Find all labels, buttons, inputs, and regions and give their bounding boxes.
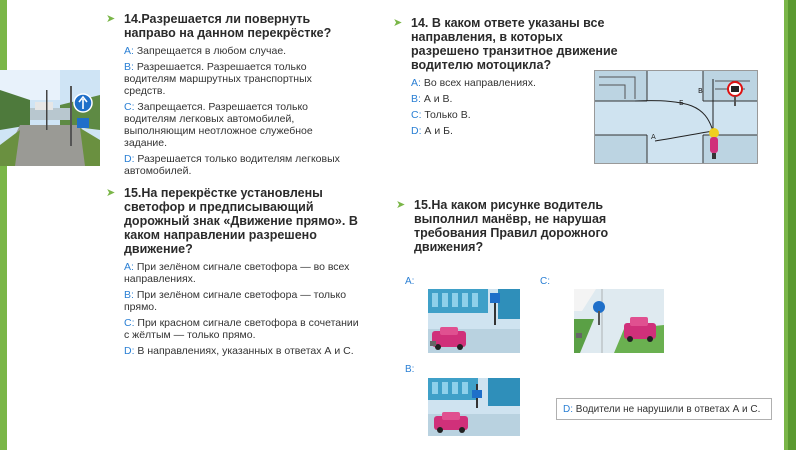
maneuver-image-b[interactable] bbox=[428, 378, 520, 436]
answer-option-a[interactable]: A: Во всех направлениях. bbox=[411, 77, 536, 89]
maneuver-image-c[interactable] bbox=[574, 289, 664, 353]
motorcycle-intersection-diagram bbox=[594, 70, 758, 164]
answer-option-c[interactable]: C: Только В. bbox=[411, 109, 471, 121]
answer-option-c[interactable]: C: При красном сигнале светофора в сочетании с жёлтым — только прямо. bbox=[124, 317, 359, 341]
answer-option-d[interactable]: D: Разрешается только водителям легковых автомобилей. bbox=[124, 153, 340, 177]
answer-options bbox=[124, 45, 356, 177]
answer-option-d[interactable]: D: В направлениях, указанных в ответах А и С. bbox=[124, 345, 354, 357]
bullet-arrow-icon: ➤ bbox=[106, 13, 116, 25]
direction-label-b: Б bbox=[679, 99, 684, 107]
question-15-maneuver bbox=[396, 198, 656, 254]
direction-label-v: В bbox=[698, 87, 703, 95]
right-accent-bar-dark bbox=[788, 0, 796, 450]
bullet-arrow-icon: ➤ bbox=[393, 17, 403, 29]
image-label-b: B: bbox=[405, 364, 415, 375]
answer-option-c[interactable]: C: Запрещается. Разрешается только водителям легковых автомобилей, выполняющим неотложное служебное задание. bbox=[124, 101, 313, 149]
image-label-a: A: bbox=[405, 276, 415, 287]
question-title: 14.Разрешается ли повернуть направо на данном перекрёстке? bbox=[124, 12, 332, 40]
answer-option-a[interactable]: A: При зелёном сигнале светофора — во всех направлениях. bbox=[124, 261, 350, 285]
question-title: 15.На каком рисунке водитель выполнил манёвр, не нарушая требования Правил дорожного движения? bbox=[414, 198, 609, 254]
bullet-arrow-icon: ➤ bbox=[106, 187, 116, 199]
answer-option-b[interactable]: B: А и В. bbox=[411, 93, 453, 105]
question-14-turn-right bbox=[106, 12, 356, 181]
image-label-c: C: bbox=[540, 276, 550, 287]
answer-option-d[interactable]: D: Водители не нарушили в ответах А и С. bbox=[556, 398, 772, 420]
question-15-traffic-light bbox=[106, 186, 362, 361]
bullet-arrow-icon: ➤ bbox=[396, 199, 406, 211]
question-title: 14. В каком ответе указаны все направления, в которых разрешено транзитное движение водителю мотоцикла? bbox=[411, 16, 618, 72]
maneuver-image-a[interactable] bbox=[428, 289, 520, 353]
answer-option-b[interactable]: B: При зелёном сигнале светофора — только прямо. bbox=[124, 289, 347, 313]
answer-option-d[interactable]: D: А и Б. bbox=[411, 125, 453, 137]
intersection-photo bbox=[0, 70, 100, 166]
answer-option-b[interactable]: B: Разрешается. Разрешается только водителям маршрутных транспортных средств. bbox=[124, 61, 312, 97]
answer-option-a[interactable]: A: Запрещается в любом случае. bbox=[124, 45, 287, 57]
answer-options bbox=[124, 261, 362, 357]
question-title: 15.На перекрёстке установлены светофор и предписывающий дорожный знак «Движение прямо». В каком направлении разрешено движение? bbox=[124, 186, 358, 256]
direction-label-a: А bbox=[651, 133, 656, 141]
left-accent-bar bbox=[0, 0, 7, 450]
